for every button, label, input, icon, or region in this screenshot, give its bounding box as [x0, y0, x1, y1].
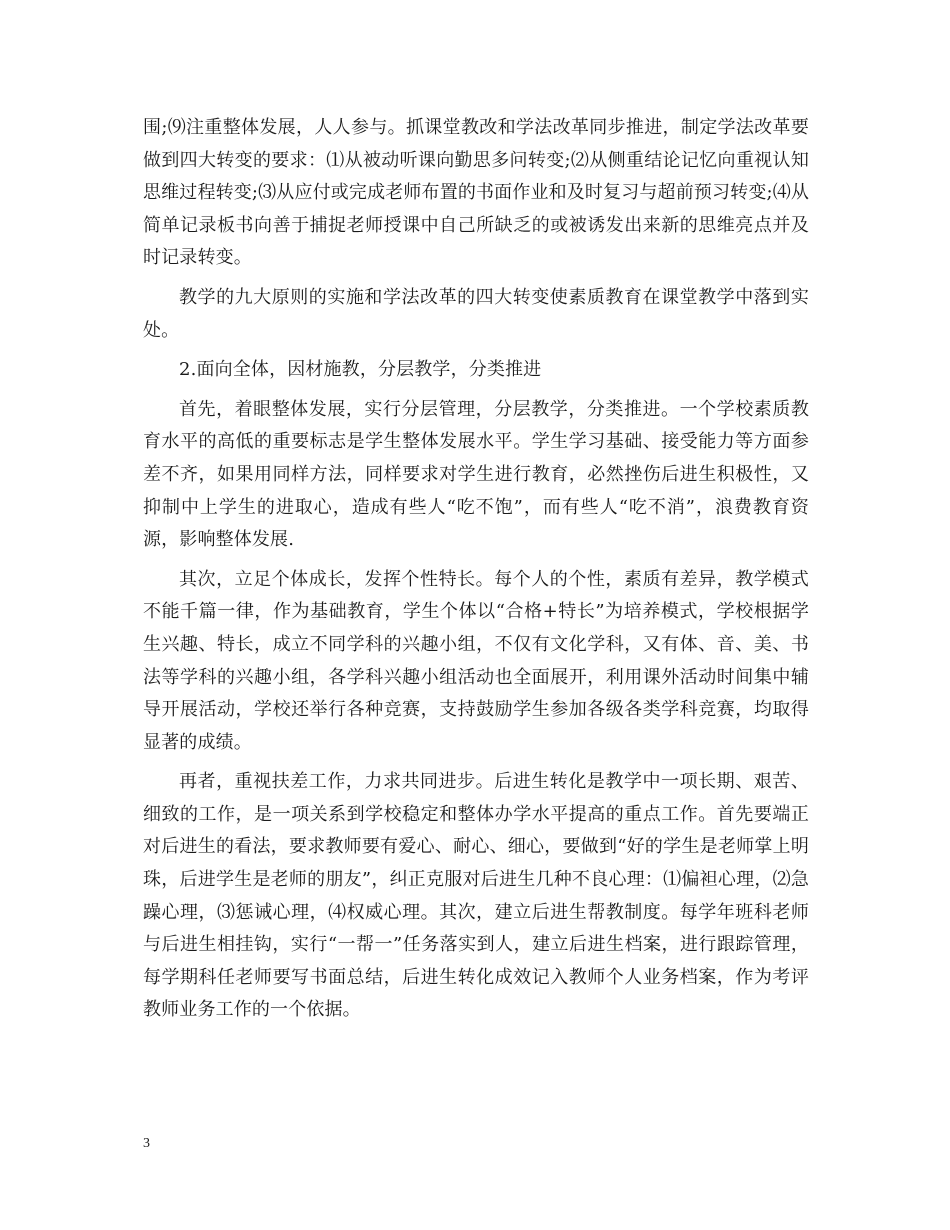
page-number: 3: [143, 1136, 150, 1151]
paragraph-third: 再者，重视扶差工作，力求共同进步。后进生转化是教学中一项长期、艰苦、细致的工作，是一项关系到学校稳定和整体办学水平提高的重点工作。首先要端正对后进生的看法，要求教师要有爱心、耐心、细心，要做到“好的学生是老师掌上明珠，后进学生是老师的朋友”，纠正克服对后进生几种不良心理：⑴偏袒心理，⑵急躁心理，⑶惩诫心理，⑷权威心理。其次，建立后进生帮教制度。每学年班科老师与后进生相挂钩，实行“一帮一”任务落实到人，建立后进生档案，进行跟踪管理，每学期科任老师要写书面总结，后进生转化成效记入教师个人业务档案，作为考评教师业务工作的一个依据。: [143, 771, 809, 1021]
document-body: [143, 112, 809, 1034]
paragraph-second: 其次，立足个体成长，发挥个性特长。每个人的个性，素质有差异，教学模式不能千篇一律，作为基础教育，学生个体以“合格+特长”为培养模式，学校根据学生兴趣、特长，成立不同学科的兴趣小组，不仅有文化学科，又有体、音、美、书法等学科的兴趣小组，各学科兴趣小组活动也全面展开，利用课外活动时间集中辅导开展活动，学校还举行各种竞赛，支持鼓励学生参加各级各类学科竞赛，均取得显著的成绩。: [143, 568, 809, 753]
section-heading: 2.面向全体，因材施教，分层教学，分类推进: [179, 359, 542, 381]
paragraph-principles-summary: 教学的九大原则的实施和学法改革的四大转变使素质教育在课堂教学中落到实处。: [143, 286, 809, 341]
paragraph-first: 首先，着眼整体发展，实行分层管理，分层教学，分类推进。一个学校素质教育水平的高低的重要标志是学生整体发展水平。学生学习基础、接受能力等方面参差不齐，如果用同样方法，同样要求对学生进行教育，必然挫伤后进生积极性，又抑制中上学生的进取心，造成有些人“吃不饱”，而有些人“吃不消”，浪费教育资源，影响整体发展.: [143, 398, 809, 551]
paragraph-continuation: 围;⑼注重整体发展，人人参与。抓课堂教改和学法改革同步推进，制定学法改革要做到四大转变的要求：⑴从被动听课向勤思多问转变;⑵从侧重结论记忆向重视认知思维过程转变;⑶从应付或完成老师布置的书面作业和及时复习与超前预习转变;⑷从简单记录板书向善于捕捉老师授课中自己所缺乏的或被诱发出来新的思维亮点并及时记录转变。: [143, 117, 809, 269]
